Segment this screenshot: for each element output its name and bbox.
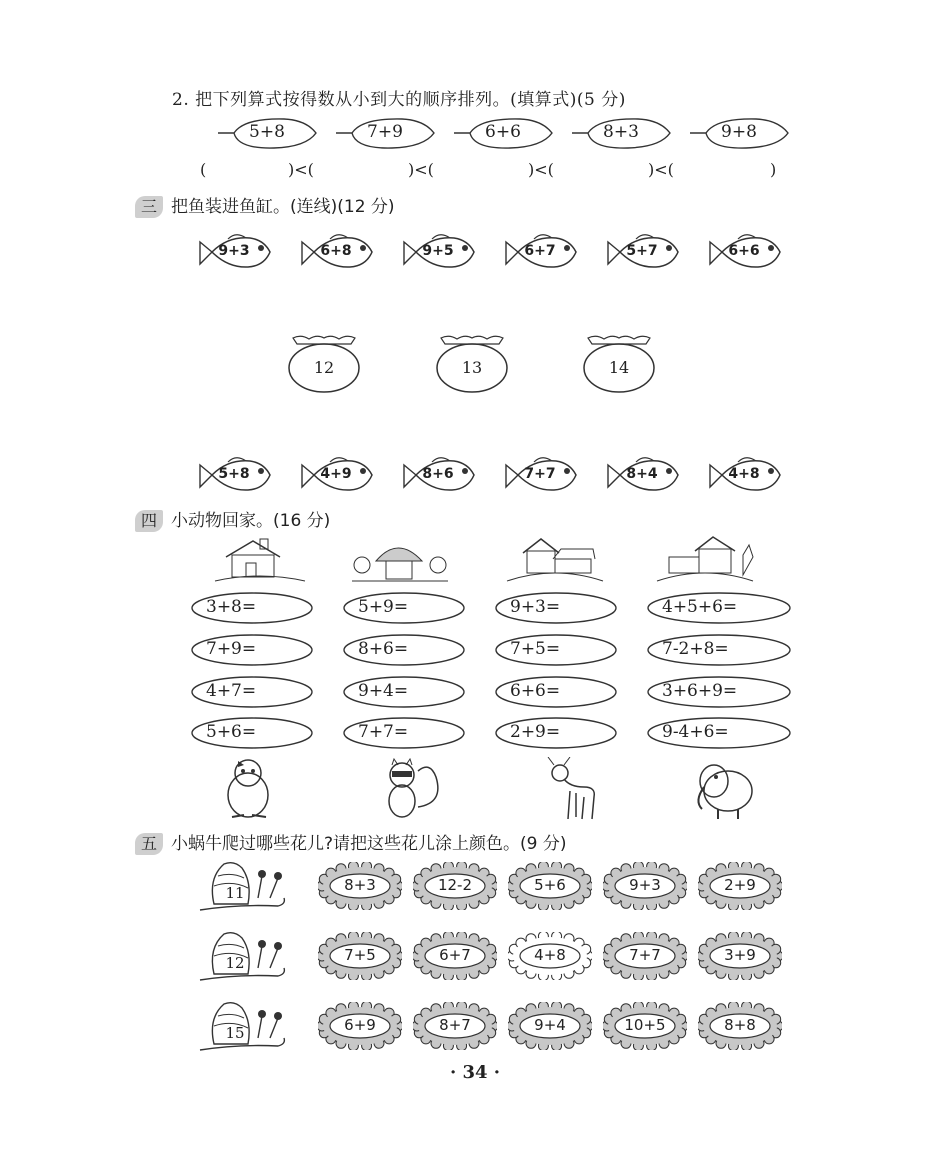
flower[interactable] xyxy=(508,1002,592,1050)
equation-oval[interactable] xyxy=(342,716,466,750)
fish-bowl-number: 14 xyxy=(608,358,630,377)
equation-text: 9-4+6= xyxy=(662,722,729,742)
equation-text: 6+6= xyxy=(510,681,561,701)
equation-oval[interactable] xyxy=(190,591,314,625)
fish-expression: 9+3 xyxy=(218,243,250,259)
fish-card[interactable] xyxy=(198,232,272,272)
village-house-icon xyxy=(655,535,755,585)
flower-expression: 10+5 xyxy=(624,1016,666,1034)
house-icon xyxy=(210,535,310,585)
flower[interactable] xyxy=(318,862,402,910)
leaf-card xyxy=(686,116,792,150)
flower-expression: 9+4 xyxy=(534,1016,566,1034)
leaf-expression: 6+6 xyxy=(485,122,521,142)
blank-paren: )<( xyxy=(408,160,434,179)
q2-title: 2. 把下列算式按得数从小到大的顺序排列。(填算式)(5 分) xyxy=(172,90,626,110)
equation-text: 7+7= xyxy=(358,722,409,742)
equation-text: 4+7= xyxy=(206,681,257,701)
fish-expression: 4+8 xyxy=(728,466,760,482)
deer-icon xyxy=(540,757,610,821)
fish-bowl[interactable] xyxy=(435,334,509,396)
flower-expression: 6+7 xyxy=(439,946,471,964)
flower-expression: 8+7 xyxy=(439,1016,471,1034)
fish-expression: 6+6 xyxy=(728,243,760,259)
farmhouse-icon xyxy=(505,535,605,585)
flower[interactable] xyxy=(698,862,782,910)
equation-text: 7+5= xyxy=(510,639,561,659)
equation-oval[interactable] xyxy=(646,675,792,709)
equation-text: 7+9= xyxy=(206,639,257,659)
section-5-heading xyxy=(135,829,567,855)
section-3-heading xyxy=(135,192,395,218)
flower[interactable] xyxy=(508,932,592,980)
fish-expression: 8+4 xyxy=(626,466,658,482)
section-number-badge: 四 xyxy=(135,510,163,532)
equation-oval[interactable] xyxy=(646,716,792,750)
equation-oval[interactable] xyxy=(494,633,618,667)
section-title: 把鱼装进鱼缸。(连线)(12 分) xyxy=(171,197,395,217)
snail-icon xyxy=(198,928,290,984)
flower-expression: 7+7 xyxy=(629,946,661,964)
fish-card[interactable] xyxy=(708,232,782,272)
flower[interactable] xyxy=(698,932,782,980)
flower[interactable] xyxy=(603,1002,687,1050)
flower-expression: 8+3 xyxy=(344,876,376,894)
leaf-expression: 9+8 xyxy=(721,122,757,142)
fish-expression: 8+6 xyxy=(422,466,454,482)
flower[interactable] xyxy=(508,862,592,910)
equation-oval[interactable] xyxy=(494,675,618,709)
flower-expression: 9+3 xyxy=(629,876,661,894)
snail-number: 12 xyxy=(225,954,245,972)
fish-card[interactable] xyxy=(504,232,578,272)
blank-paren: ) xyxy=(770,160,777,179)
fish-expression: 4+9 xyxy=(320,466,352,482)
leaf-expression: 5+8 xyxy=(249,122,285,142)
fish-bowl-number: 12 xyxy=(313,358,335,377)
fish-expression: 6+7 xyxy=(524,243,556,259)
equation-text: 5+6= xyxy=(206,722,257,742)
equation-text: 8+6= xyxy=(358,639,409,659)
flower[interactable] xyxy=(318,1002,402,1050)
snail-number: 11 xyxy=(225,884,245,902)
fish-bowl[interactable] xyxy=(287,334,361,396)
flower[interactable] xyxy=(603,932,687,980)
equation-text: 9+4= xyxy=(358,681,409,701)
equation-text: 2+9= xyxy=(510,722,561,742)
equation-text: 3+6+9= xyxy=(662,681,738,701)
fish-expression: 5+7 xyxy=(626,243,658,259)
equation-oval[interactable] xyxy=(646,591,792,625)
fish-card[interactable] xyxy=(606,455,680,495)
flower[interactable] xyxy=(413,862,497,910)
fish-card[interactable] xyxy=(402,455,476,495)
equation-oval[interactable] xyxy=(190,716,314,750)
flower[interactable] xyxy=(413,1002,497,1050)
equation-oval[interactable] xyxy=(646,633,792,667)
mushroom-house-icon xyxy=(350,535,450,585)
equation-oval[interactable] xyxy=(342,591,466,625)
penguin-icon xyxy=(218,757,288,821)
blank-paren: )<( xyxy=(648,160,674,179)
squirrel-icon xyxy=(378,757,448,821)
section-4-heading xyxy=(135,506,330,532)
snail-number: 15 xyxy=(225,1024,245,1042)
snail-icon xyxy=(198,998,290,1054)
fish-expression: 7+7 xyxy=(524,466,556,482)
flower-expression: 6+9 xyxy=(344,1016,376,1034)
fish-card[interactable] xyxy=(708,455,782,495)
leaf-card xyxy=(332,116,438,150)
equation-oval[interactable] xyxy=(494,591,618,625)
fish-card[interactable] xyxy=(300,455,374,495)
elephant-icon xyxy=(688,757,758,821)
equation-oval[interactable] xyxy=(190,675,314,709)
section-title: 小蜗牛爬过哪些花儿?请把这些花儿涂上颜色。(9 分) xyxy=(171,834,567,854)
leaf-card xyxy=(214,116,320,150)
flower[interactable] xyxy=(413,932,497,980)
page-number: · 34 · xyxy=(449,1062,501,1083)
blank-paren: )<( xyxy=(528,160,554,179)
flower-expression: 3+9 xyxy=(724,946,756,964)
flower-expression: 7+5 xyxy=(344,946,376,964)
section-number-badge: 五 xyxy=(135,833,163,855)
equation-text: 3+8= xyxy=(206,597,257,617)
blank-paren: )<( xyxy=(288,160,314,179)
leaf-expression: 8+3 xyxy=(603,122,639,142)
fish-expression: 5+8 xyxy=(218,466,250,482)
fish-card[interactable] xyxy=(402,232,476,272)
equation-text: 4+5+6= xyxy=(662,597,738,617)
blank-paren: ( xyxy=(200,160,207,179)
section-title: 小动物回家。(16 分) xyxy=(171,511,331,531)
flower[interactable] xyxy=(698,1002,782,1050)
leaf-expression: 7+9 xyxy=(367,122,403,142)
fish-card[interactable] xyxy=(606,232,680,272)
equation-oval[interactable] xyxy=(494,716,618,750)
section-number-badge: 三 xyxy=(135,196,163,218)
flower[interactable] xyxy=(603,862,687,910)
flower-expression: 12-2 xyxy=(437,876,473,894)
leaf-card xyxy=(568,116,674,150)
equation-oval[interactable] xyxy=(342,675,466,709)
flower-expression: 2+9 xyxy=(724,876,756,894)
fish-expression: 6+8 xyxy=(320,243,352,259)
fish-card[interactable] xyxy=(300,232,374,272)
equation-oval[interactable] xyxy=(342,633,466,667)
equation-text: 5+9= xyxy=(358,597,409,617)
flower-expression: 5+6 xyxy=(534,876,566,894)
flower-expression: 4+8 xyxy=(534,946,566,964)
flower-expression: 8+8 xyxy=(724,1016,756,1034)
fish-bowl-number: 13 xyxy=(461,358,483,377)
leaf-card xyxy=(450,116,556,150)
fish-expression: 9+5 xyxy=(422,243,454,259)
snail-icon xyxy=(198,858,290,914)
fish-card[interactable] xyxy=(198,455,272,495)
fish-bowl[interactable] xyxy=(582,334,656,396)
flower[interactable] xyxy=(318,932,402,980)
fish-card[interactable] xyxy=(504,455,578,495)
equation-text: 7-2+8= xyxy=(662,639,729,659)
equation-text: 9+3= xyxy=(510,597,561,617)
equation-oval[interactable] xyxy=(190,633,314,667)
